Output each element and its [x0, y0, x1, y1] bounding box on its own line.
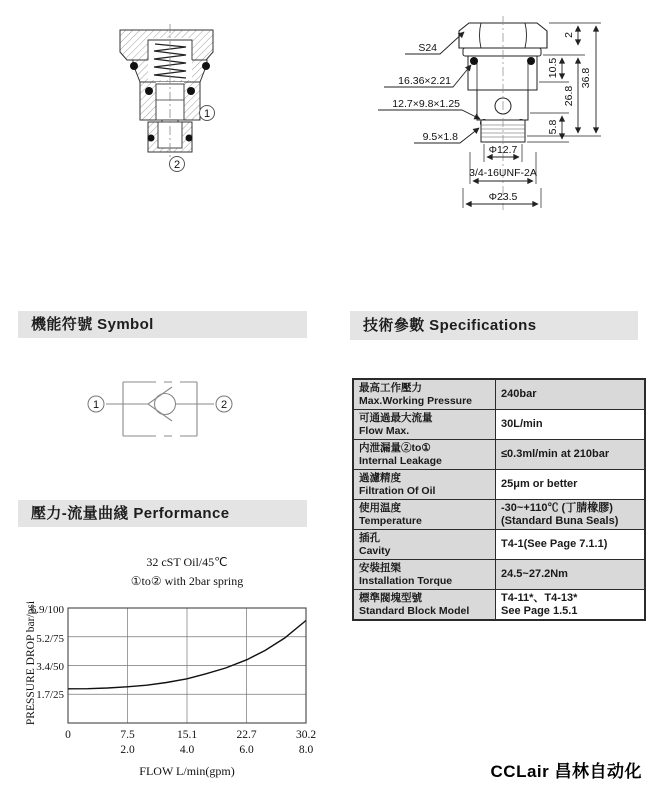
spec-label-zh: 安裝扭榘: [359, 562, 401, 574]
spec-label-en: Flow Max.: [359, 424, 410, 437]
spec-label-zh: 最高工作壓力: [359, 382, 422, 394]
spec-value-line2: (Standard Buna Seals): [501, 514, 619, 527]
symbol-port-2-label: 2: [220, 399, 228, 411]
performance-chart: [20, 600, 320, 732]
table-row: [353, 470, 645, 500]
dim-2: 2: [563, 32, 575, 38]
spec-label-en: Max.Working Pressure: [359, 394, 473, 407]
port-1-label: 1: [203, 108, 211, 120]
spec-table: [352, 378, 646, 621]
y-tick: 1.7/25: [36, 689, 64, 701]
oring-top-label: 16.36×2.21: [398, 75, 451, 87]
table-row: [353, 530, 645, 560]
backup-ring-label: 12.7×9.8×1.25: [392, 98, 460, 110]
x-tick-gpm: 6.0: [239, 744, 254, 756]
x-tick-lmin: 22.7: [236, 729, 257, 741]
spec-value: 240bar: [501, 388, 537, 401]
seat-symbol: [148, 387, 172, 421]
spec-label-en: Cavity: [359, 544, 391, 557]
symbol-port-2: [216, 396, 232, 412]
spec-value: -30~+110℃ (丁腈橡膠): [501, 502, 613, 514]
x-tick-gpm: 4.0: [179, 744, 195, 756]
x-tick-gpm: 2.0: [120, 744, 135, 756]
spec-label-en: Filtration Of Oil: [359, 484, 436, 497]
dia-flange-label: Φ23.5: [488, 191, 518, 203]
spec-label-en: Installation Torque: [359, 574, 453, 587]
hex-size-label: S24: [418, 42, 437, 54]
dimension-drawing: [378, 12, 613, 217]
spec-label-zh: 插孔: [359, 532, 380, 544]
y-tick: 3.4/50: [36, 661, 64, 673]
thread-spec-label: 3/4-16UNF-2A: [469, 167, 537, 179]
oring-seal: [186, 135, 193, 142]
spec-value: ≤0.3ml/min at 210bar: [501, 448, 610, 461]
table-row: [353, 560, 645, 590]
chart-title: 32 cST Oil/45℃: [146, 555, 228, 569]
table-row: [353, 500, 645, 530]
spec-value: T4-1(See Page 7.1.1): [501, 538, 608, 551]
spec-label-zh: 可通過最大流量: [359, 412, 433, 424]
x-tick-lmin: 7.5: [120, 729, 135, 741]
symbol-section-header: [18, 311, 307, 338]
performance-section-header: [18, 500, 307, 527]
oring-bottom-label: 9.5×1.8: [422, 131, 458, 143]
flange: [463, 48, 541, 56]
table-row: [353, 590, 645, 621]
symbol-diagram: [78, 372, 242, 442]
symbol-port-1-label: 1: [92, 399, 100, 411]
leader-line: [378, 110, 480, 119]
x-tick-lmin: 15.1: [176, 729, 198, 741]
symbol-port-1: [88, 396, 104, 412]
chart-x-axis-label: FLOW L/min(gpm): [139, 764, 235, 778]
spec-value: T4-11*、T4-13*: [501, 592, 578, 604]
oring-seal: [145, 87, 153, 95]
spec-value: 30L/min: [501, 418, 543, 431]
port-1-balloon: [200, 106, 215, 121]
specs-section-header: [350, 311, 638, 340]
oring-seal: [187, 87, 195, 95]
table-row: [353, 379, 645, 410]
spec-label-en: Standard Block Model: [359, 604, 470, 617]
oring-seal: [470, 57, 478, 65]
chart-subtitle: ①to② with 2bar spring: [130, 574, 244, 588]
oring-seal: [202, 62, 210, 70]
dim-36-8: 36.8: [580, 67, 592, 89]
x-tick-gpm: 8.0: [298, 744, 314, 756]
performance-section-title: 壓力-流量曲綫 Performance: [31, 505, 230, 522]
chart-y-axis-label: PRESSURE DROP bar/psi: [25, 600, 37, 726]
symbol-section-title: 機能符號 Symbol: [31, 316, 154, 333]
spec-label-en: Internal Leakage: [359, 454, 442, 467]
oring-seal: [527, 57, 535, 65]
spec-label-en: Temperature: [359, 514, 422, 527]
table-row: [353, 410, 645, 440]
spec-label-zh: 標準閥塊型號: [359, 592, 422, 604]
spec-value: 25μm or better: [501, 478, 578, 491]
spec-label-zh: 使用温度: [359, 502, 401, 514]
spec-value: 24.5~27.2Nm: [501, 568, 568, 581]
cross-section-drawing: [80, 15, 260, 175]
port-2-label: 2: [173, 159, 181, 171]
x-tick-lmin: 0: [65, 729, 71, 741]
y-tick: 6.9/100: [30, 604, 64, 616]
spec-label-zh: 過濾精度: [359, 472, 401, 484]
specs-section-title: 技術參數 Specifications: [363, 317, 537, 334]
x-tick-lmin: 30.2: [295, 729, 317, 741]
spec-value-line2: See Page 1.5.1: [501, 604, 578, 617]
chart-grid: [68, 608, 306, 723]
port-2-balloon: [170, 157, 185, 172]
dim-10-5: 10.5: [547, 57, 559, 79]
brand-logo-text: CCLair 昌林自动化: [490, 762, 642, 781]
table-row: [353, 440, 645, 470]
oring-seal: [130, 62, 138, 70]
upper-body: [468, 56, 537, 90]
oring-seal: [148, 135, 155, 142]
dim-5-8: 5.8: [547, 119, 559, 135]
dim-26-8: 26.8: [563, 85, 575, 107]
dia-nose-label: Φ12.7: [488, 144, 518, 156]
check-valve-symbol: [106, 382, 214, 436]
y-tick: 5.2/75: [36, 633, 64, 645]
spec-label-zh: 内泄漏量②to①: [359, 442, 431, 454]
